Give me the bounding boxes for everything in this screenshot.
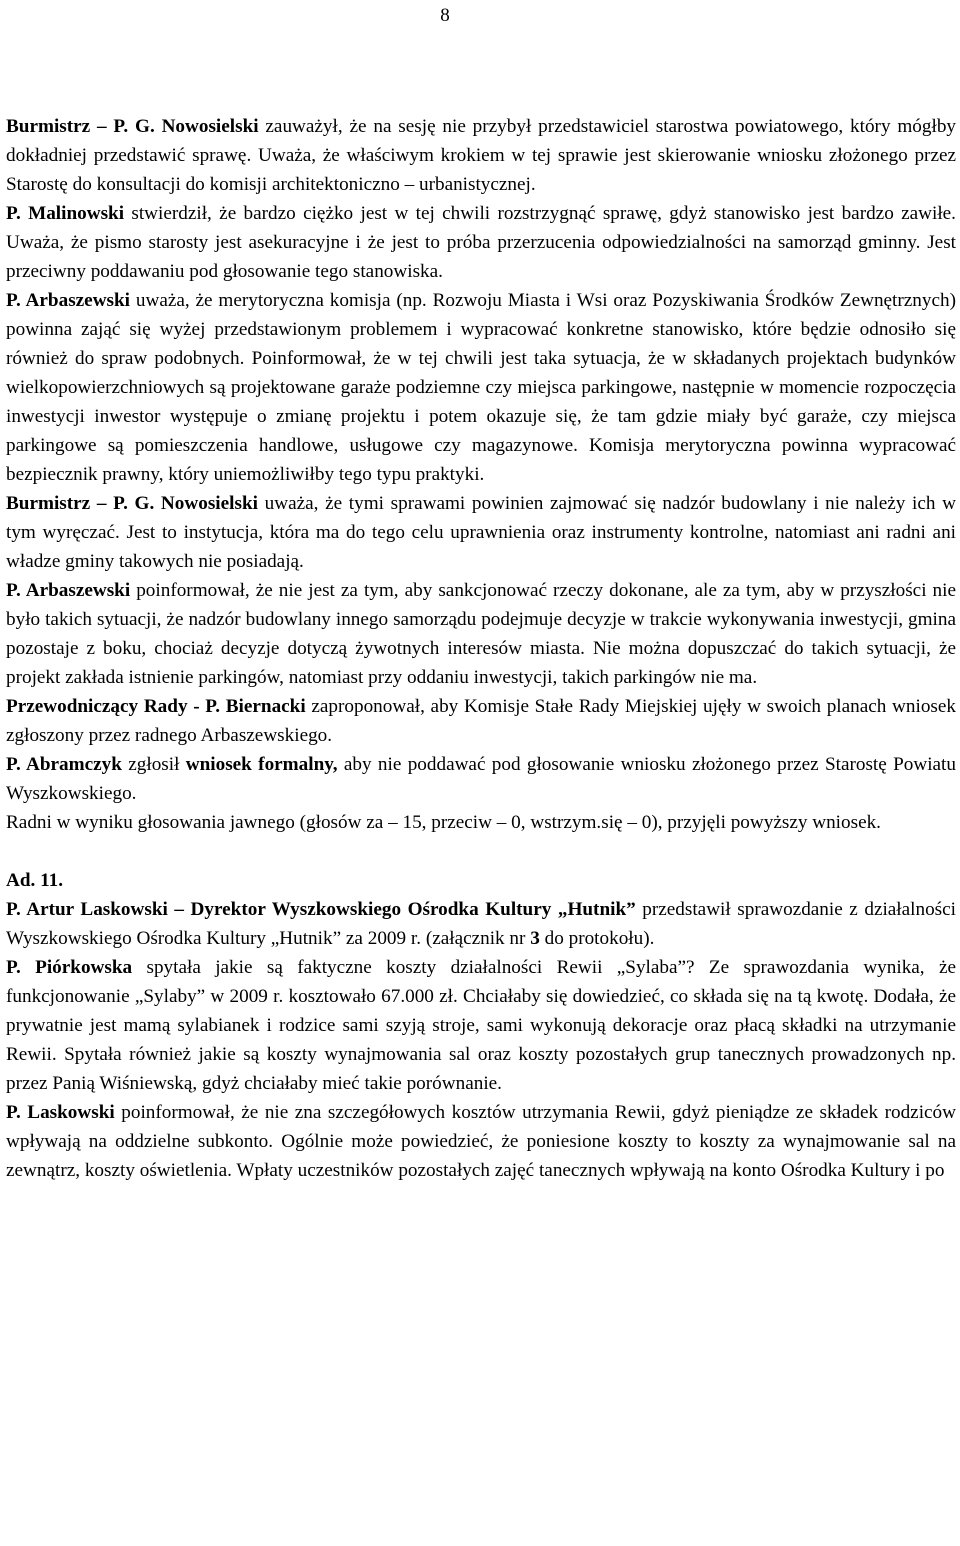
- paragraph-piorkowska: [6, 953, 956, 1098]
- speaker-name: Burmistrz – P. G. Nowosielski: [6, 493, 258, 514]
- motion-label: wniosek formalny,: [185, 754, 338, 775]
- speaker-name: P. Arbaszewski: [6, 580, 131, 601]
- paragraph-arbaszewski-2: [6, 576, 956, 692]
- paragraph-text: poinformował, że nie jest za tym, aby sankcjonować rzeczy dokonane, ale za tym, aby w przyszłości nie było takich sytuacji, że nadzór budowlany innego samorządu podejmuje decyzje w trakcie wykonywania inwestycji, gmina pozostaje z boku, chociaż decyzje dotyczą żywotnych interesów miasta. Nie można dopuszczać do takich sytuacji, że projekt zakłada istnienie parkingów, natomiast przy oddaniu inwestycji, takich parkingów nie ma.: [6, 580, 956, 688]
- speaker-name: Burmistrz – P. G. Nowosielski: [6, 116, 259, 137]
- paragraph-text: zaproponował, aby Komisje Stałe Rady Miejskiej ujęły w swoich planach wniosek zgłoszony przez radnego Arbaszewskiego.: [6, 696, 956, 746]
- speaker-name: P. Piórkowska: [6, 957, 133, 978]
- paragraph-text: zauważył, że na sesję nie przybył przedstawiciel starostwa powiatowego, który mógłby dokładniej przedstawić sprawę. Uważa, że właściwym krokiem w tej sprawie jest skierowanie wniosku złożonego przez Starostę do konsultacji do komisji architektoniczno – urbanistycznej.: [6, 116, 957, 195]
- paragraph-laskowski-1: [6, 895, 956, 953]
- paragraph-nowosielski-1: [6, 112, 956, 199]
- paragraph-text: spytała jakie są faktyczne koszty działalności Rewii „Sylaba”? Ze sprawozdania wynika, że funkcjonowanie „Sylaby” w 2009 r. kosztowało 67.000 zł. Chciałaby się dowiedzieć, co składa się na tą kwotę. Dodała, że prywatnie jest mamą sylabianek i rodzice sami szyją stroje, sami wykonują dekoracje oraz płacą składki na utrzymanie Rewii. Spytała również jakie są koszty wynajmowania sal oraz koszty pozostałych grup tanecznych prowadzonych np. przez Panią Wiśniewską, gdyż chciałaby mieć takie porównanie.: [6, 957, 956, 1094]
- paragraph-abramczyk: [6, 750, 956, 808]
- speaker-name: P. Malinowski: [6, 203, 125, 224]
- paragraph-malinowski: [6, 199, 956, 286]
- paragraph-text: do protokołu).: [539, 928, 655, 949]
- paragraph-text: poinformował, że nie zna szczegółowych kosztów utrzymania Rewii, gdyż pieniądze ze składek rodziców wpływają na oddzielne subkonto. Ogólnie może powiedzieć, że poniesione koszty to koszty za wynajmowanie sal na zewnątrz, koszty oświetlenia. Wpłaty uczestników pozostałych zajęć tanecznych wpływają na konto Ośrodka Kultury i po: [6, 1102, 956, 1181]
- paragraph-vote-result: [6, 808, 956, 837]
- speaker-name: P. Arbaszewski: [6, 290, 131, 311]
- agenda-item-number: Ad. 11.: [6, 870, 64, 891]
- page-number: 8: [440, 5, 450, 26]
- paragraph-biernacki: [6, 692, 956, 750]
- speaker-name: Przewodniczący Rady - P. Biernacki: [6, 696, 306, 717]
- attachment-number: 3: [530, 928, 540, 949]
- blank-line: [6, 837, 956, 866]
- paragraph-text: przedstawił sprawozdanie z działalności Wyszkowskiego Ośrodka Kultury „Hutnik” za 2009 r. (załącznik nr: [6, 899, 956, 949]
- speaker-name: P. Laskowski: [6, 1102, 115, 1123]
- paragraph-text: uważa, że tymi sprawami powinien zajmować się nadzór budowlany i nie należy ich w tym wyręczać. Jest to instytucja, która ma do tego celu uprawnienia oraz instrumenty kontrolne, natomiast ani radni ani władze gminy takowych nie posiadają.: [6, 493, 956, 572]
- speaker-name: P. Artur Laskowski – Dyrektor Wyszkowskiego Ośrodka Kultury „Hutnik”: [6, 899, 636, 920]
- document-body: [6, 112, 956, 1185]
- paragraph-text: stwierdził, że bardzo ciężko jest w tej chwili rozstrzygnąć sprawę, gdyż stanowisko jest bardzo zawiłe. Uważa, że pismo starosty jest asekuracyjne i że jest to próba przerzucenia odpowiedzialności na samorząd gminny. Jest przeciwny poddawaniu pod głosowanie tego stanowiska.: [6, 203, 956, 282]
- paragraph-text: zgłosił: [121, 754, 186, 775]
- agenda-item-heading: [6, 866, 956, 895]
- speaker-name: P. Abramczyk: [6, 754, 122, 775]
- paragraph-arbaszewski-1: [6, 286, 956, 489]
- paragraph-text: aby nie poddawać pod głosowanie wniosku złożonego przez Starostę Powiatu Wyszkowskiego.: [6, 754, 956, 804]
- paragraph-text: uważa, że merytoryczna komisja (np. Rozwoju Miasta i Wsi oraz Pozyskiwania Środków Zewnętrznych) powinna zająć się wyżej przedstawionym problemem i wypracować konkretne stanowisko, które będzie odnosiło się również do spraw podobnych. Poinformował, że w tej chwili jest taka sytuacja, że w składanych projektach budynków wielkopowierzchniowych są projektowane garaże podziemne czy miejsca parkingowe, następnie w momencie rozpoczęcia inwestycji inwestor występuje o zmianę projektu i potem okazuje się, że tam gdzie miały być garaże, czy miejsca parkingowe są pomieszczenia handlowe, usługowe czy magazynowe. Komisja merytoryczna powinna wypracować bezpiecznik prawny, który uniemożliwiłby tego typu praktyki.: [6, 290, 956, 485]
- paragraph-laskowski-2: [6, 1098, 956, 1185]
- paragraph-text: Radni w wyniku głosowania jawnego (głosów za – 15, przeciw – 0, wstrzym.się – 0), przyjęli powyższy wniosek.: [6, 812, 881, 833]
- paragraph-nowosielski-2: [6, 489, 956, 576]
